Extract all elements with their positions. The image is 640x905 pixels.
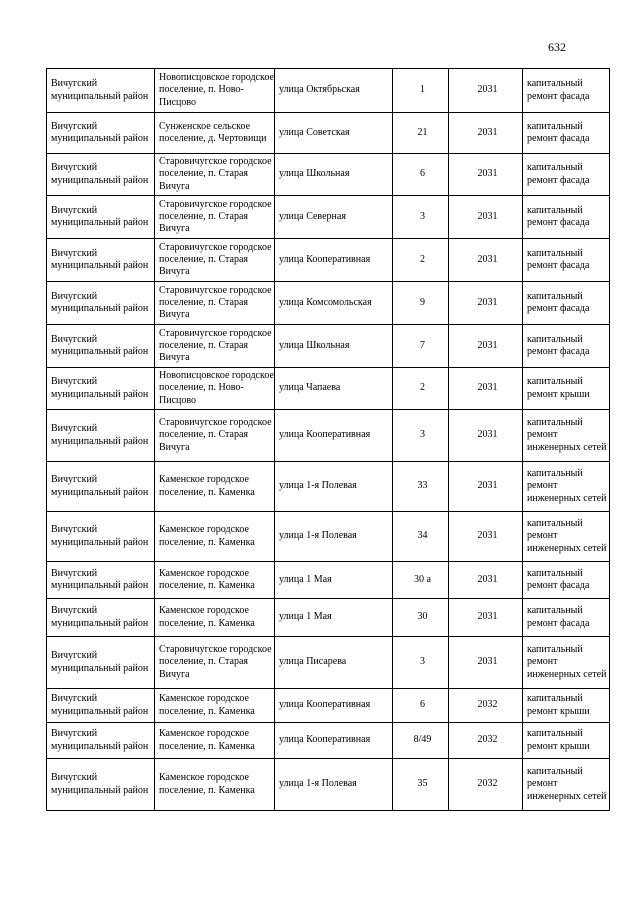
table-row <box>47 462 610 512</box>
year-cell: 2031 <box>449 154 523 196</box>
house-number-cell: 2 <box>393 239 449 282</box>
street-cell: улица Писарева <box>275 637 393 689</box>
work-type-cell: капитальный ремонт крыши <box>523 723 610 759</box>
district-cell: Вичугский муниципальный район <box>47 69 155 113</box>
house-number-cell: 21 <box>393 113 449 154</box>
house-number-cell: 35 <box>393 759 449 811</box>
street-cell: улица Кооперативная <box>275 723 393 759</box>
table-row <box>47 154 610 196</box>
work-type-cell: капитальный ремонт фасада <box>523 562 610 599</box>
work-type-cell: капитальный ремонт крыши <box>523 368 610 410</box>
table-row <box>47 637 610 689</box>
house-number-cell: 34 <box>393 512 449 562</box>
house-number-cell: 2 <box>393 368 449 410</box>
house-number-cell: 30 а <box>393 562 449 599</box>
settlement-cell: Каменское городское поселение, п. Каменка <box>155 462 275 512</box>
work-type-cell: капитальный ремонт инженерных сетей <box>523 462 610 512</box>
settlement-cell: Старовичугское городское поселение, п. Старая Вичуга <box>155 239 275 282</box>
settlement-cell: Старовичугское городское поселение, п. Старая Вичуга <box>155 410 275 462</box>
district-cell: Вичугский муниципальный район <box>47 599 155 637</box>
street-cell: улица Комсомольская <box>275 282 393 325</box>
district-cell: Вичугский муниципальный район <box>47 239 155 282</box>
year-cell: 2031 <box>449 512 523 562</box>
table-row <box>47 723 610 759</box>
settlement-cell: Каменское городское поселение, п. Каменка <box>155 512 275 562</box>
street-cell: улица Кооперативная <box>275 689 393 723</box>
work-type-cell: капитальный ремонт фасада <box>523 196 610 239</box>
settlement-cell: Старовичугское городское поселение, п. Старая Вичуга <box>155 196 275 239</box>
year-cell: 2031 <box>449 562 523 599</box>
table-row <box>47 562 610 599</box>
work-type-cell: капитальный ремонт фасада <box>523 113 610 154</box>
year-cell: 2031 <box>449 368 523 410</box>
settlement-cell: Старовичугское городское поселение, п. Старая Вичуга <box>155 637 275 689</box>
settlement-cell: Старовичугское городское поселение, п. Старая Вичуга <box>155 282 275 325</box>
work-type-cell: капитальный ремонт фасада <box>523 282 610 325</box>
house-number-cell: 8/49 <box>393 723 449 759</box>
table-row <box>47 69 610 113</box>
table-row <box>47 113 610 154</box>
page-number: 632 <box>548 40 566 54</box>
work-type-cell: капитальный ремонт фасада <box>523 239 610 282</box>
year-cell: 2031 <box>449 69 523 113</box>
year-cell: 2032 <box>449 723 523 759</box>
work-type-cell: капитальный ремонт инженерных сетей <box>523 759 610 811</box>
table-row <box>47 239 610 282</box>
table-row <box>47 410 610 462</box>
year-cell: 2031 <box>449 282 523 325</box>
street-cell: улица Советская <box>275 113 393 154</box>
year-cell: 2031 <box>449 462 523 512</box>
house-number-cell: 3 <box>393 637 449 689</box>
year-cell: 2031 <box>449 239 523 282</box>
work-type-cell: капитальный ремонт инженерных сетей <box>523 410 610 462</box>
street-cell: улица Северная <box>275 196 393 239</box>
street-cell: улица 1-я Полевая <box>275 512 393 562</box>
street-cell: улица Октябрьская <box>275 69 393 113</box>
year-cell: 2032 <box>449 689 523 723</box>
street-cell: улица Школьная <box>275 154 393 196</box>
work-type-cell: капитальный ремонт фасада <box>523 599 610 637</box>
house-number-cell: 6 <box>393 154 449 196</box>
street-cell: улица Чапаева <box>275 368 393 410</box>
house-number-cell: 3 <box>393 410 449 462</box>
district-cell: Вичугский муниципальный район <box>47 154 155 196</box>
street-cell: улица 1-я Полевая <box>275 462 393 512</box>
year-cell: 2031 <box>449 637 523 689</box>
house-number-cell: 3 <box>393 196 449 239</box>
settlement-cell: Старовичугское городское поселение, п. Старая Вичуга <box>155 325 275 368</box>
work-type-cell: капитальный ремонт инженерных сетей <box>523 637 610 689</box>
table-row <box>47 196 610 239</box>
district-cell: Вичугский муниципальный район <box>47 282 155 325</box>
street-cell: улица Кооперативная <box>275 410 393 462</box>
district-cell: Вичугский муниципальный район <box>47 689 155 723</box>
table-row <box>47 512 610 562</box>
house-number-cell: 7 <box>393 325 449 368</box>
district-cell: Вичугский муниципальный район <box>47 759 155 811</box>
settlement-cell: Новописцовское городское поселение, п. Ново-Писцово <box>155 368 275 410</box>
table-row <box>47 689 610 723</box>
work-type-cell: капитальный ремонт инженерных сетей <box>523 512 610 562</box>
year-cell: 2031 <box>449 113 523 154</box>
house-number-cell: 30 <box>393 599 449 637</box>
district-cell: Вичугский муниципальный район <box>47 637 155 689</box>
settlement-cell: Новописцовское городское поселение, п. Ново-Писцово <box>155 69 275 113</box>
street-cell: улица 1 Мая <box>275 599 393 637</box>
year-cell: 2032 <box>449 759 523 811</box>
settlement-cell: Каменское городское поселение, п. Каменка <box>155 599 275 637</box>
house-number-cell: 6 <box>393 689 449 723</box>
district-cell: Вичугский муниципальный район <box>47 113 155 154</box>
house-number-cell: 1 <box>393 69 449 113</box>
street-cell: улица 1 Мая <box>275 562 393 599</box>
district-cell: Вичугский муниципальный район <box>47 723 155 759</box>
settlement-cell: Старовичугское городское поселение, п. Старая Вичуга <box>155 154 275 196</box>
district-cell: Вичугский муниципальный район <box>47 368 155 410</box>
work-type-cell: капитальный ремонт фасада <box>523 154 610 196</box>
house-number-cell: 9 <box>393 282 449 325</box>
settlement-cell: Каменское городское поселение, п. Каменка <box>155 723 275 759</box>
house-number-cell: 33 <box>393 462 449 512</box>
settlement-cell: Сунженское сельское поселение, д. Чертовищи <box>155 113 275 154</box>
settlement-cell: Каменское городское поселение, п. Каменка <box>155 759 275 811</box>
street-cell: улица Кооперативная <box>275 239 393 282</box>
table-row <box>47 282 610 325</box>
district-cell: Вичугский муниципальный район <box>47 325 155 368</box>
work-type-cell: капитальный ремонт фасада <box>523 69 610 113</box>
work-type-cell: капитальный ремонт фасада <box>523 325 610 368</box>
work-type-cell: капитальный ремонт крыши <box>523 689 610 723</box>
year-cell: 2031 <box>449 196 523 239</box>
table-row <box>47 368 610 410</box>
settlement-cell: Каменское городское поселение, п. Каменка <box>155 689 275 723</box>
settlement-cell: Каменское городское поселение, п. Каменка <box>155 562 275 599</box>
street-cell: улица 1-я Полевая <box>275 759 393 811</box>
district-cell: Вичугский муниципальный район <box>47 462 155 512</box>
year-cell: 2031 <box>449 325 523 368</box>
district-cell: Вичугский муниципальный район <box>47 562 155 599</box>
table-row <box>47 759 610 811</box>
table-row <box>47 325 610 368</box>
district-cell: Вичугский муниципальный район <box>47 512 155 562</box>
table-row <box>47 599 610 637</box>
district-cell: Вичугский муниципальный район <box>47 196 155 239</box>
table-body <box>47 69 610 811</box>
year-cell: 2031 <box>449 410 523 462</box>
housing-repair-table <box>46 68 610 811</box>
year-cell: 2031 <box>449 599 523 637</box>
street-cell: улица Школьная <box>275 325 393 368</box>
district-cell: Вичугский муниципальный район <box>47 410 155 462</box>
